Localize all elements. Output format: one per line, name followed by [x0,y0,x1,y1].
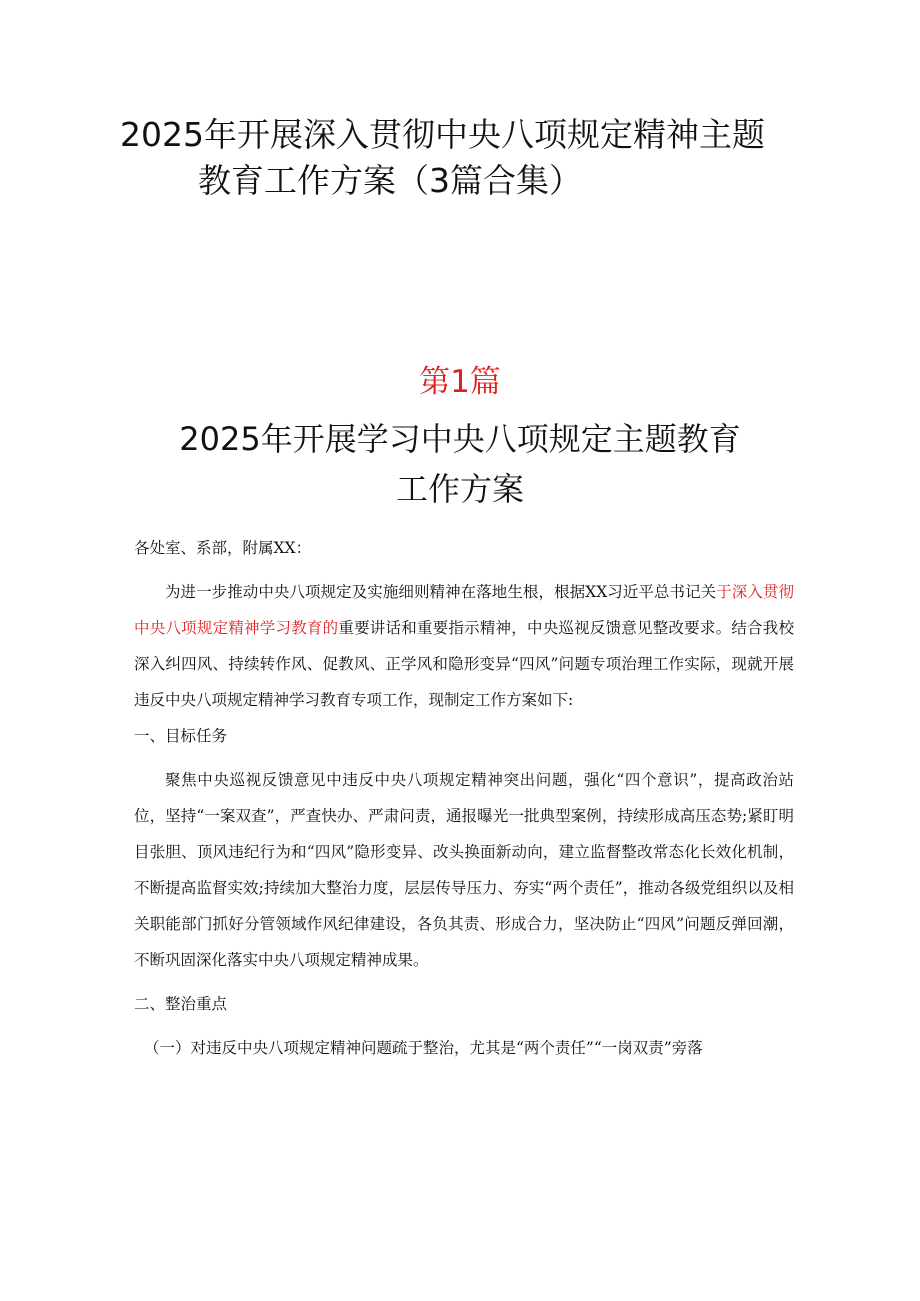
document-body [134,526,794,1066]
part-title-line-1: 2025年开展学习中央八项规定主题教育 [179,420,741,458]
salutation: 各处室、系部，附属XX： [134,539,312,557]
section-1-paragraph: 聚焦中央巡视反馈意见中违反中央八项规定精神突出问题，强化“四个意识”，提高政治站位，坚持“一案双查”，严查快办、严肃问责，通报曝光一批典型案例，持续形成高压态势;紧盯明目张胆、顶风违纪行为和“四风”隐形变异、改头换面新动向，建立监督整改常态化长效化机制，不断提高监督实效;持续加大整治力度，层层传导压力、夯实“两个责任”，推动各级党组织以及相关职能部门抓好分管领域作风纪律建设，各负其责、形成合力，坚决防止“四风”问题反弹回潮，不断巩固深化落实中央八项规定精神成果。 [134,771,794,969]
document-title [120,112,800,204]
intro-text-end: 重要讲话和重要指示精神，中央巡视反馈意见整改要求。结合我校深入纠四风、持续转作风、促教风、正学风和隐形变异“四风”问题专项治理工作实际，现就开展违反中央八项规定精神学习教育专项工作，现制定工作方案如下: [134,619,794,709]
intro-highlight: 于深入贯彻中央八项规定精神学习教育的 [134,583,794,637]
intro-paragraph [134,574,794,718]
intro-text-start: 为进一步推动中央八项规定及实施细则精神在落地生根，根据XX习近平总书记关 [165,583,717,601]
document-title-line-1: 2025年开展深入贯彻中央八项规定精神主题 [120,115,765,154]
document-title-line-2: 教育工作方案（3篇合集） [198,161,582,200]
section-2-heading: 二、整治重点 [134,995,228,1013]
part-title [120,414,800,514]
section-2-item-1: （一）对违反中央八项规定精神问题疏于整治，尤其是“两个责任”“一岗双责”旁落 [144,1039,703,1057]
part-title-line-2: 工作方案 [395,470,524,508]
part-label: 第1篇 [419,364,501,400]
section-1-heading: 一、目标任务 [134,727,228,745]
